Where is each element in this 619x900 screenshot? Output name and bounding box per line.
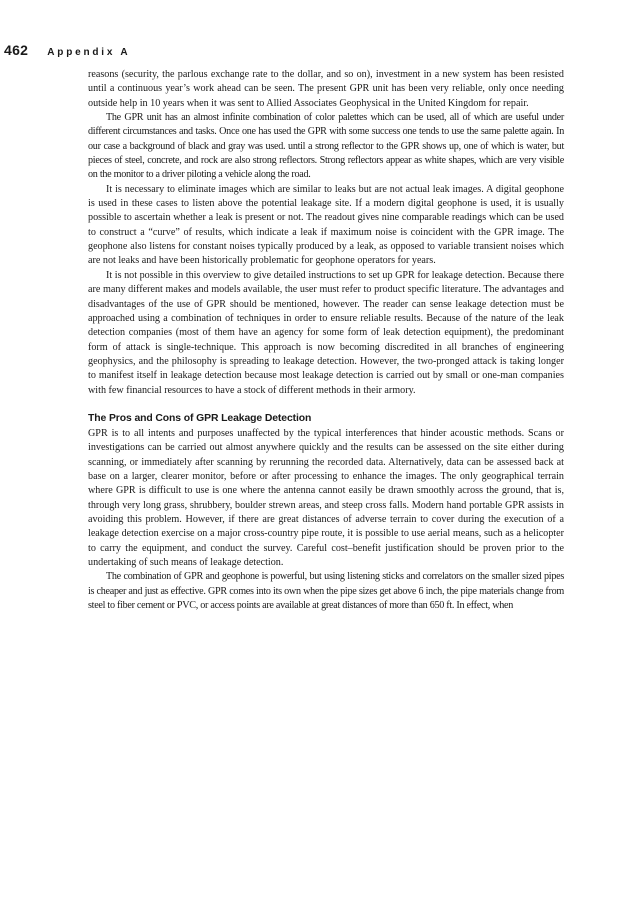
paragraph: The GPR unit has an almost infinite combination of color palettes which can be used, all of which are useful under different circumstances and tasks. Once one has used the GPR with some success one tends to use the same palette again. In our case a background of black and gray was used. until a strong reflector to the GPR shows up, one of which is water, but pieces of steel, concrete, and rock are also strong reflectors. Strong reflectors appear as white shapes, which are very visible on the monitor to a driver piloting a vehicle along the road.: [88, 112, 564, 181]
page-number: 462: [4, 42, 29, 58]
paragraph: GPR is to all intents and purposes unaffected by the typical interferences that hinder acoustic methods. Scans or investigations can be carried out almost anywhere quickly and the results can be assessed on the site either during scanning, or immediately after scanning by rerunning the recorded data. Alternatively, data can be assessed back at base on a larger, clearer monitor, before or after processing to enhance the images. The only geographical terrain where GPR is difficult to use is one where the antenna cannot easily be drawn smoothly across the ground, that is, through very long grass, shrubbery, boulder strewn areas, and steep cross falls. Modern hand portable GPR assists in avoiding this problem. However, if there are great distances of adverse terrain to cover during the execution of a leakage detection exercise on a major cross-country pipe route, it is possible to use aerial means, such as a helicopter to carry the equipment, and conduct the survey. Careful cost–benefit justification should be proven prior to the undertaking of such means of leakage detection.: [88, 427, 564, 568]
section-heading: The Pros and Cons of GPR Leakage Detection: [88, 412, 312, 424]
paragraph: It is not possible in this overview to give detailed instructions to set up GPR for leakage detection. Because there are many different makes and models available, the user must refer to product specific literature. The advantages and disadvantages of the use of GPR should be mentioned, however. The reader can sense leakage detection must be approached using a combination of techniques in order to ensure reliable results. Because of the nature of the leak detection companies (most of them have an agency for some form of leak detection equipment), the predominant form of attack is single-technique. This approach is now becoming discredited in all branches of engineering geophysics, and the philosophy is spreading to leakage detection. However, the two-pronged attack is taking longer to manifest itself in leakage detection because most leakage detection is carried out by small or one-man companies with few financial resources to have a stock of different methods in their armory.: [88, 269, 564, 396]
paragraph: reasons (security, the parlous exchange rate to the dollar, and so on), investment in a new system has been resisted until a continuous year’s work ahead can be seen. The present GPR unit has been very reliable, only once needing outside help in 10 years when it was sent to Allied Associates Geophysical in the United Kingdom for repair.: [88, 69, 564, 109]
running-head: Appendix A: [47, 47, 131, 58]
paragraph: The combination of GPR and geophone is powerful, but using listening sticks and correlators on the smaller sized pipes is cheaper and just as effective. GPR comes into its own when the pipe sizes get above 6 inch, the pipe materials change from steel to fiber cement or PVC, or access points are available at great distances of more than 650 ft. In effect, when: [88, 571, 564, 612]
paragraph: It is necessary to eliminate images which are similar to leaks but are not actual leak images. A digital geophone is used in these cases to listen above the potential leakage site. If a modern digital geophone is used, it is usually possible to ascertain whether a leak is present or not. The readout gives nine comparable readings which can be used to construct a “curve” of results, which indicate a leak if maximum noise is coincident with the GPR image. The geophone also listens for constant noises typically produced by a leak, as opposed to variable transient noises which are not leaks and have been historically problematic for geophone operators for years.: [88, 183, 564, 267]
page-header: [0, 42, 130, 58]
body-text: [88, 68, 564, 613]
